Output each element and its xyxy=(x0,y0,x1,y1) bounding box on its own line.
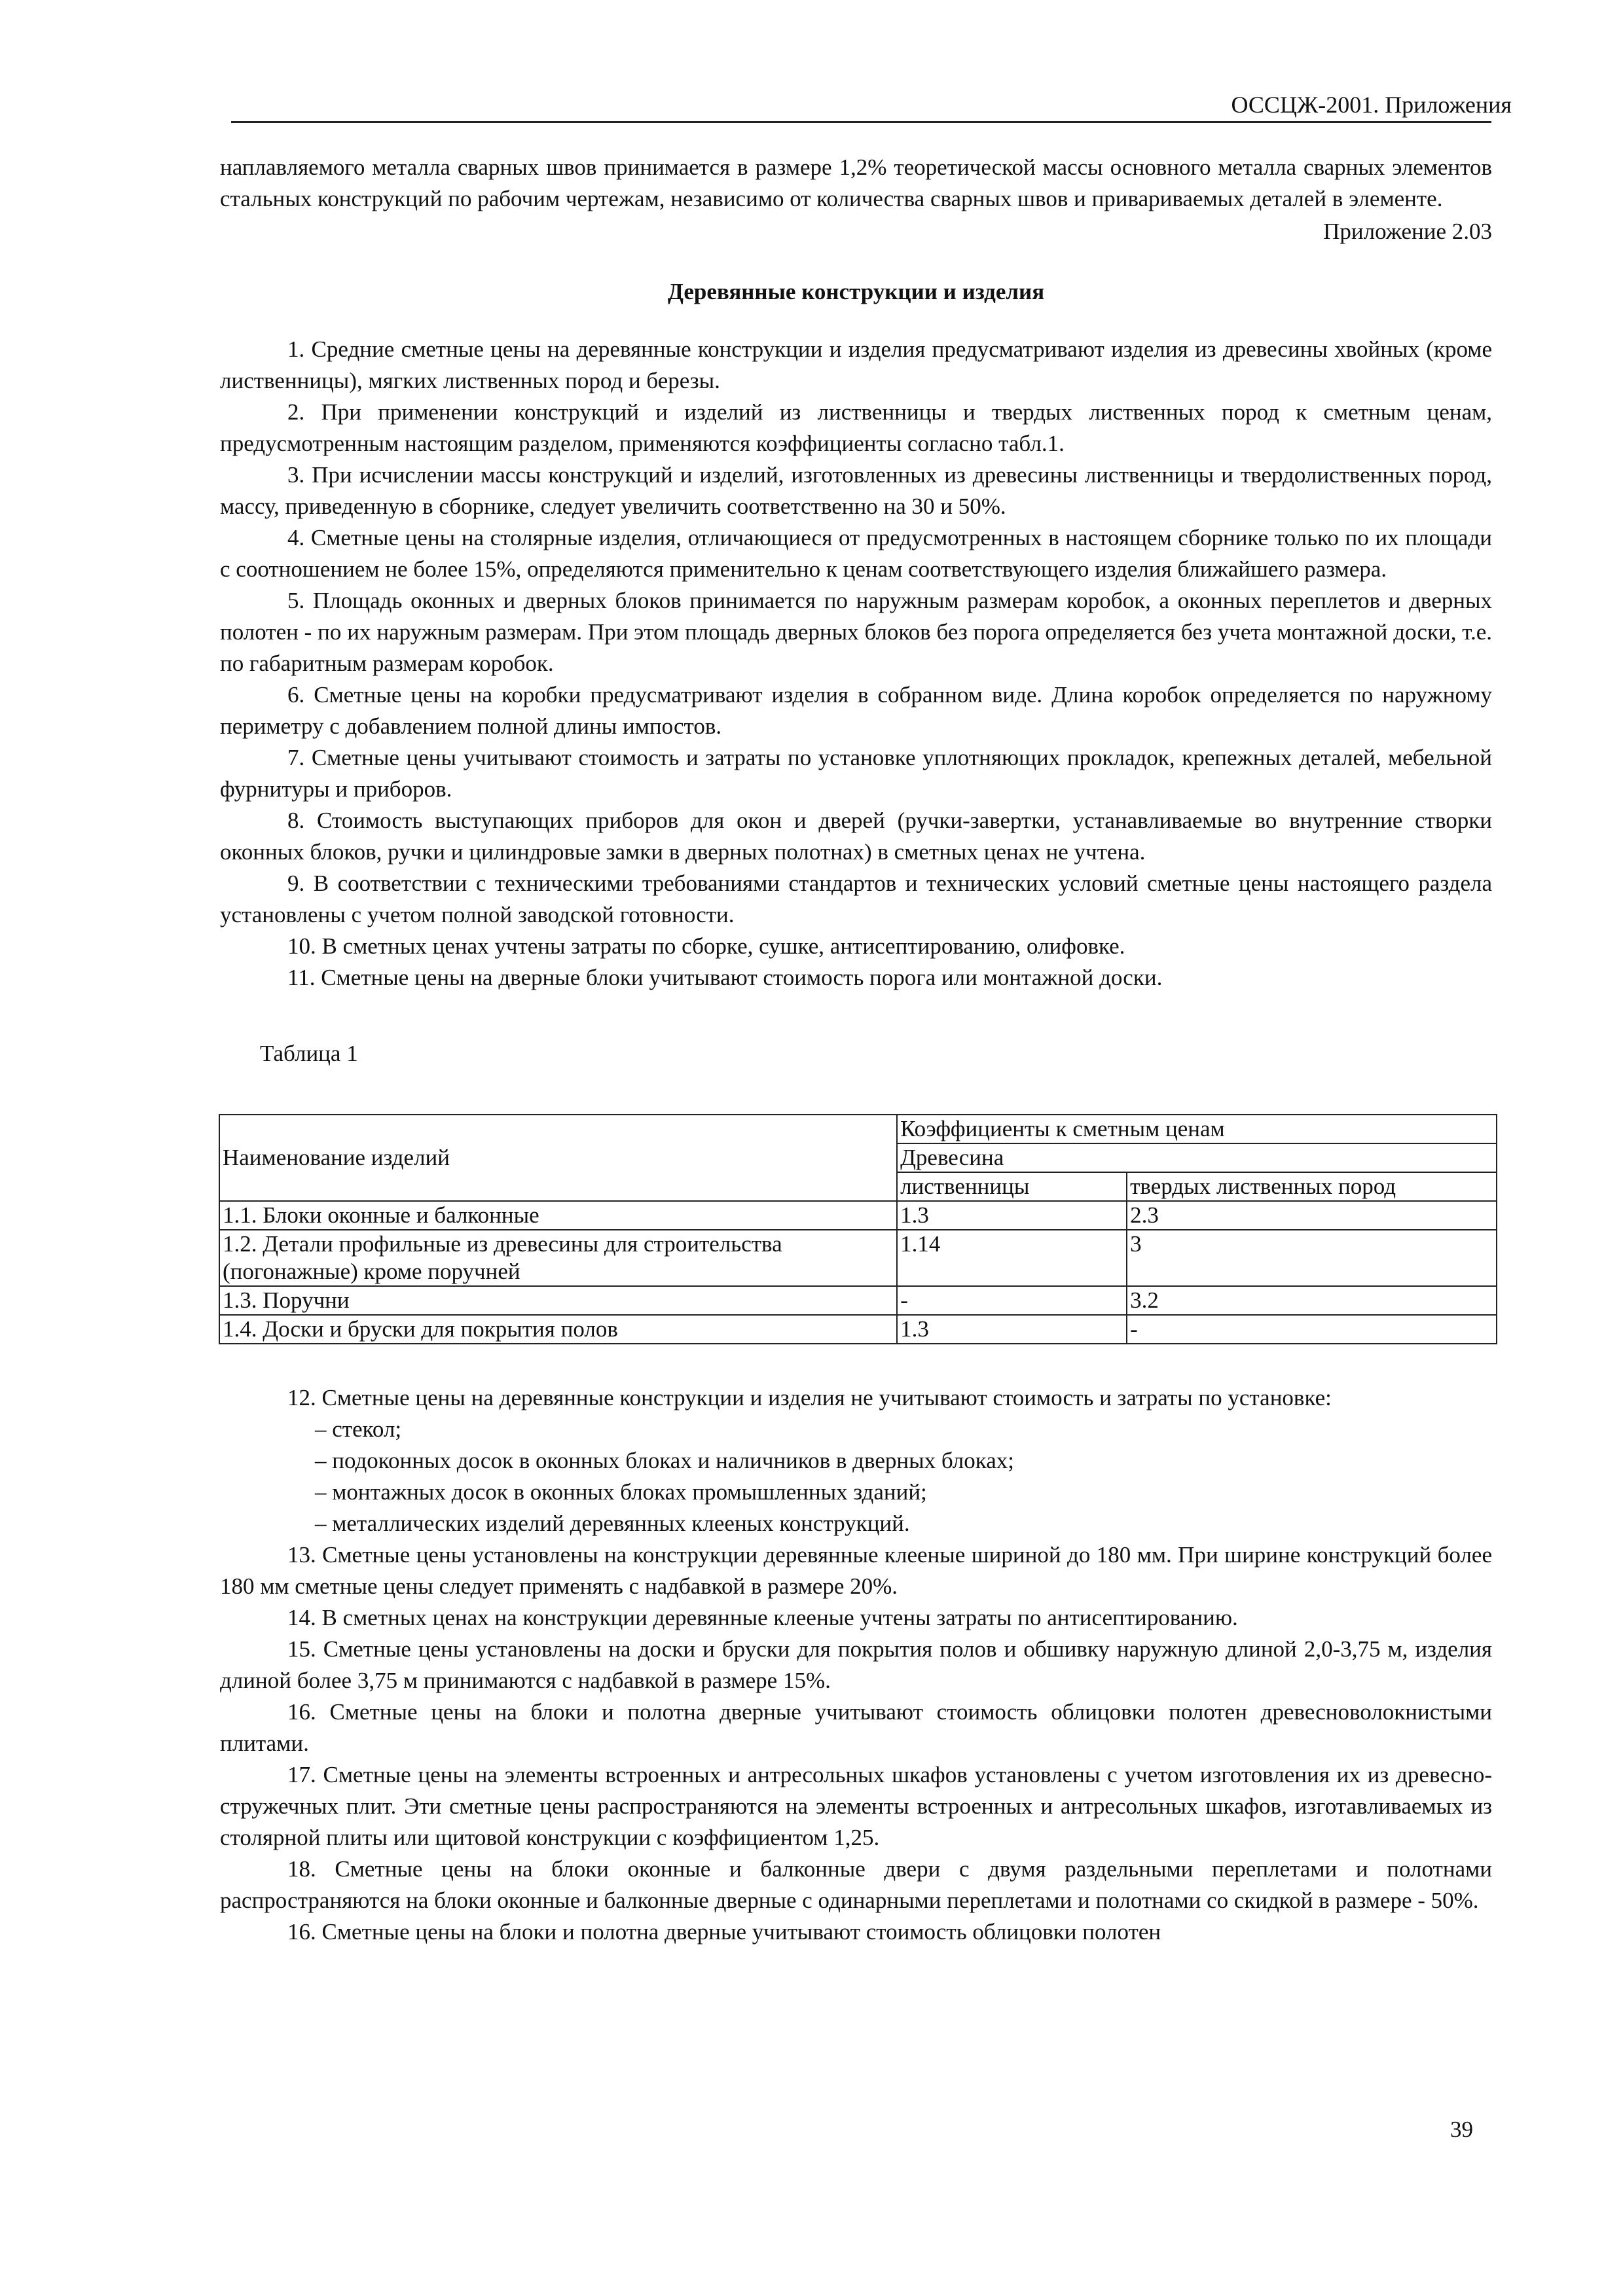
table-row xyxy=(219,1201,1497,1230)
bullet-list xyxy=(220,1414,1492,1539)
intro-paragraph: наплавляемого металла сварных швов принимается в размере 1,2% теоретической массы основного металла сварных элементов стальных конструкций по рабочим чертежам, независимо от количества сварных швов и привариваемых деталей в элементе. xyxy=(220,154,1492,211)
numbered-paragraph: 2. При применении конструкций и изделий из лиственницы и твердых лиственных пород к сметным ценам, предусмотренным настоящим разделом, применяются коэффициенты согласно табл.1. xyxy=(220,399,1492,456)
table-header-row xyxy=(219,1115,1497,1143)
header-hard-cell: твердых лиственных пород xyxy=(1127,1172,1497,1201)
row-name-cell: 1.1. Блоки оконные и балконные xyxy=(219,1201,897,1230)
section-title: Деревянные конструкции и изделия xyxy=(667,279,1045,304)
header-rule xyxy=(231,121,1491,123)
bullet-item: – металлических изделий деревянных клееных конструкций. xyxy=(315,1511,910,1536)
numbered-paragraph: 16. Сметные цены на блоки и полотна дверные учитывают стоимость облицовки полотен древесноволокнистыми плитами. xyxy=(220,1699,1492,1756)
numbered-paragraph: 14. В сметных ценах на конструкции деревянные клееные учтены затраты по антисептированию. xyxy=(287,1605,1238,1630)
row-larch-cell: - xyxy=(897,1286,1127,1315)
numbered-paragraph: 17. Сметные цены на элементы встроенных и антресольных шкафов установлены с учетом изготовления их из древесно-стружечных плит. Эти сметные цены распространяются на элементы встроенных и антресольных шкафов, изготавливаемых из столярной плиты или щитовой конструкции с коэффициентом 1,25. xyxy=(220,1762,1492,1850)
table-row xyxy=(219,1286,1497,1315)
numbered-paragraph: 18. Сметные цены на блоки оконные и балконные двери с двумя раздельными переплетами и полотнами распространяются на блоки оконные и балконные дверные с одинарными переплетами и полотнами со скидкой в размере - 50%. xyxy=(220,1856,1492,1913)
table-label: Таблица 1 xyxy=(260,1041,358,1066)
row-hard-cell: - xyxy=(1127,1315,1497,1344)
page-number: 39 xyxy=(1450,2117,1473,2142)
numbered-paragraph: 8. Стоимость выступающих приборов для окон и дверей (ручки-завертки, устанавливаемые во внутренние створки оконных блоков, ручки и цилиндровые замки в дверных полотнах) в сметных ценах не учтена. xyxy=(220,808,1492,865)
bullet-item: – подоконных досок в оконных блоках и наличников в дверных блоках; xyxy=(315,1448,1014,1473)
paragraph-list-b xyxy=(220,1539,1492,1948)
paragraph-12: 12. Сметные цены на деревянные конструкции и изделия не учитывают стоимость и затраты по установке: xyxy=(287,1385,1332,1410)
numbered-paragraph: 6. Сметные цены на коробки предусматривают изделия в собранном виде. Длина коробок определяется по наружному периметру с добавлением полной длины импостов. xyxy=(220,682,1492,739)
row-hard-cell: 2.3 xyxy=(1127,1201,1497,1230)
row-larch-cell: 1.3 xyxy=(897,1201,1127,1230)
header-name-cell: Наименование изделий xyxy=(219,1115,897,1201)
bullet-item: – стекол; xyxy=(315,1416,402,1442)
numbered-paragraph: 3. При исчислении массы конструкций и изделий, изготовленных из древесины лиственницы и твердолиственных пород, массу, приведенную в сборнике, следует увеличить соответственно на 30 и 50%. xyxy=(220,462,1492,519)
header-coef-cell: Коэффициенты к сметным ценам xyxy=(897,1115,1497,1143)
coefficients-table xyxy=(219,1114,1497,1344)
row-hard-cell: 3.2 xyxy=(1127,1286,1497,1315)
numbered-paragraph: 7. Сметные цены учитывают стоимость и затраты по установке уплотняющих прокладок, крепежных деталей, мебельной фурнитуры и приборов. xyxy=(220,745,1492,802)
numbered-paragraph: 5. Площадь оконных и дверных блоков принимается по наружным размерам коробок, а оконных переплетов и дверных полотен - по их наружным размерам. При этом площадь дверных блоков без порога определяется без учета монтажной доски, т.е. по габаритным размерам коробок. xyxy=(220,588,1492,676)
row-hard-cell: 3 xyxy=(1127,1230,1497,1286)
numbered-paragraph: 10. В сметных ценах учтены затраты по сборке, сушке, антисептированию, олифовке. xyxy=(287,933,1125,959)
paragraph-list-a xyxy=(220,334,1492,994)
numbered-paragraph: 9. В соответствии с техническими требованиями стандартов и технических условий сметные цены настоящего раздела установлены с учетом полной заводской готовности. xyxy=(220,870,1492,927)
numbered-paragraph: 15. Сметные цены установлены на доски и бруски для покрытия полов и обшивку наружную длиной 2,0-3,75 м, изделия длиной более 3,75 м принимаются с надбавкой в размере 15%. xyxy=(220,1636,1492,1693)
page-content xyxy=(220,152,1492,1948)
row-name-cell: 1.3. Поручни xyxy=(219,1286,897,1315)
row-larch-cell: 1.14 xyxy=(897,1230,1127,1286)
numbered-paragraph: 13. Сметные цены установлены на конструкции деревянные клееные шириной до 180 мм. При ширине конструкций более 180 мм сметные цены следует применять с надбавкой в размере 20%. xyxy=(220,1542,1492,1599)
numbered-paragraph: 1. Средние сметные цены на деревянные конструкции и изделия предусматривают изделия из древесины хвойных (кроме лиственницы), мягких лиственных пород и березы. xyxy=(220,336,1492,393)
numbered-paragraph: 11. Сметные цены на дверные блоки учитывают стоимость порога или монтажной доски. xyxy=(287,965,1163,990)
annex-label: Приложение 2.03 xyxy=(1323,219,1492,244)
table-row xyxy=(219,1315,1497,1344)
header-wood-cell: Древесина xyxy=(897,1143,1497,1172)
row-name-cell: 1.2. Детали профильные из древесины для строительства (погонажные) кроме поручней xyxy=(219,1230,897,1286)
table-row xyxy=(219,1230,1497,1286)
header-larch-cell: лиственницы xyxy=(897,1172,1127,1201)
numbered-paragraph: 4. Сметные цены на столярные изделия, отличающиеся от предусмотренных в настоящем сборнике только по их площади с соотношением не более 15%, определяются применительно к ценам соответствующего изделия ближайшего размера. xyxy=(220,525,1492,582)
numbered-paragraph: 16. Сметные цены на блоки и полотна дверные учитывают стоимость облицовки полотен xyxy=(287,1919,1161,1945)
bullet-item: – монтажных досок в оконных блоках промышленных зданий; xyxy=(315,1479,927,1505)
row-larch-cell: 1.3 xyxy=(897,1315,1127,1344)
row-name-cell: 1.4. Доски и бруски для покрытия полов xyxy=(219,1315,897,1344)
running-header: ОССЦЖ-2001. Приложения xyxy=(1231,92,1512,118)
